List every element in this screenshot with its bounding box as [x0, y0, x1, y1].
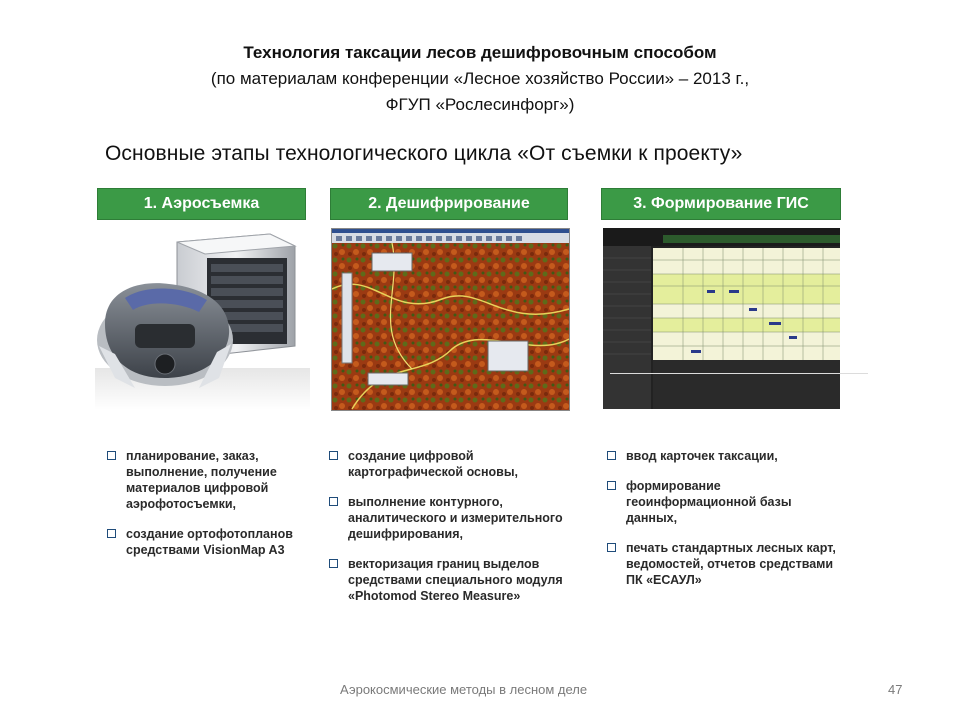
- decoding-software-screenshot: [331, 228, 570, 411]
- stage-2-bullets: [326, 448, 576, 618]
- aerial-camera-image: [95, 228, 310, 410]
- footer-text: Аэрокосмические методы в лесном деле: [340, 682, 588, 697]
- list-item: векторизация границ выделов средствами специального модуля «Photomod Stereo Measure»: [326, 556, 576, 604]
- gis-database-screenshot: [603, 228, 840, 409]
- stage-3-bullets: [604, 448, 844, 602]
- bullet-box-icon: [607, 451, 616, 460]
- list-item: ввод карточек таксации,: [604, 448, 844, 464]
- list-item: печать стандартных лесных карт, ведомостей, отчетов средствами ПК «ЕСАУЛ»: [604, 540, 844, 588]
- bullet-box-icon: [107, 451, 116, 460]
- stage-2-header: 2. Дешифрирование: [330, 188, 568, 220]
- stage-1-bullets: [104, 448, 314, 572]
- stage-3-header: 3. Формирование ГИС: [601, 188, 841, 220]
- list-item: формирование геоинформационной базы данных,: [604, 478, 844, 526]
- page-number: 47: [888, 682, 903, 697]
- slide-subtitle: Основные этапы технологического цикла «От съемки к проекту»: [105, 142, 743, 165]
- list-item: создание цифровой картографической основы,: [326, 448, 576, 480]
- list-item: планирование, заказ, выполнение, получение материалов цифровой аэрофотосъемки,: [104, 448, 314, 512]
- title-line-3: ФГУП «Рослесинфорг»): [385, 95, 575, 114]
- bullet-box-icon: [329, 497, 338, 506]
- slide-title: [0, 40, 960, 118]
- bullet-box-icon: [329, 559, 338, 568]
- bullet-box-icon: [607, 543, 616, 552]
- title-line-2: (по материалам конференции «Лесное хозяйство России» – 2013 г.,: [210, 69, 750, 88]
- bullet-box-icon: [107, 529, 116, 538]
- list-item: выполнение контурного, аналитического и измерительного дешифрирования,: [326, 494, 576, 542]
- title-line-1: Технология таксации лесов дешифровочным способом: [243, 43, 717, 62]
- stage-1-header: 1. Аэросъемка: [97, 188, 306, 220]
- bullet-box-icon: [329, 451, 338, 460]
- bullet-box-icon: [607, 481, 616, 490]
- divider-line: [610, 373, 868, 374]
- list-item: создание ортофотопланов средствами VisionMap A3: [104, 526, 314, 558]
